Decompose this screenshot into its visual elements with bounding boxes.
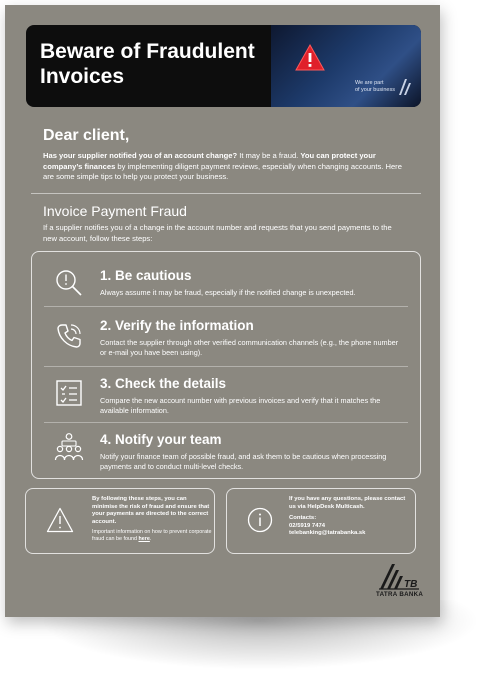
greeting: Dear client, — [43, 127, 130, 144]
step-title: 3. Check the details — [100, 376, 227, 391]
warning-box — [25, 488, 215, 554]
intro-text-2: by implementing diligent payment reviews, especially when changing accounts. Here are some simple tips to help you protect your business. — [43, 161, 402, 181]
intro-text-1: It may be a fraud. — [237, 151, 301, 160]
contacts-label: Contacts: — [289, 515, 317, 522]
banner-tagline — [355, 80, 395, 94]
warning-box-text — [92, 496, 212, 543]
header-banner — [26, 25, 421, 107]
step-text: Contact the supplier through other verified communication channels (e.g., the phone number or e-mail you have been using). — [100, 338, 399, 357]
warning-triangle-icon — [295, 43, 325, 73]
tatra-banka-mark-icon — [378, 562, 420, 590]
bank-mark-icon — [397, 77, 413, 97]
divider — [31, 193, 421, 194]
section-title: Invoice Payment Fraud — [43, 203, 187, 219]
contact-phone[interactable]: 02/5919 7474 — [289, 522, 326, 529]
magnifier-alert-icon — [54, 268, 84, 298]
step-text: Always assume it may be fraud, especially if the notified change is unexpected. — [100, 288, 356, 297]
flyer-page — [5, 5, 440, 617]
phone-icon — [54, 321, 84, 351]
info-circle-icon — [247, 507, 273, 533]
checklist-icon — [54, 378, 84, 408]
step-divider — [44, 366, 408, 367]
intro-question: Has your supplier notified you of an account change? — [43, 151, 238, 160]
banner-photo — [271, 25, 421, 107]
step-divider — [44, 306, 408, 307]
tagline-line-1: We are part — [354, 80, 384, 86]
warning-note-end: . — [149, 536, 152, 543]
contact-email[interactable]: telebanking@tatrabanka.sk — [289, 530, 366, 537]
tatra-banka-logo — [376, 562, 422, 598]
warning-note-text: Important information on how to prevent corporate fraud can be found — [92, 529, 212, 543]
intro-paragraph — [43, 151, 403, 183]
steps-panel — [31, 251, 421, 479]
step-title: 4. Notify your team — [100, 432, 222, 447]
team-icon — [54, 432, 84, 462]
step-title: 1. Be cautious — [100, 268, 192, 283]
banner-title: Beware of Fraudulent Invoices — [40, 40, 255, 88]
step-title: 2. Verify the information — [100, 318, 254, 333]
intro-bold-2: You can protect your company’s finances — [43, 151, 376, 171]
logo-initials: TB — [404, 579, 418, 590]
step-divider — [44, 422, 408, 423]
warning-outline-icon — [46, 507, 74, 533]
section-intro: If a supplier notifies you of a change in the account number and requests that you send payments to the new account, follow these steps: — [43, 223, 392, 243]
prevention-info-link[interactable]: here — [138, 536, 150, 543]
info-box-main: If you have any questions, please contact us via HelpDesk Multicash. — [289, 496, 406, 510]
info-box — [226, 488, 416, 554]
logo-bank-name: TATRA BANKA — [376, 591, 424, 598]
step-text: Compare the new account number with previous invoices and verify that it matches the available information. — [100, 396, 381, 415]
info-box-text — [289, 496, 409, 538]
warning-box-main: By following these steps, you can minimise the risk of fraud and ensure that your payments are directed to the correct account. — [92, 496, 210, 525]
warning-box-note — [92, 529, 212, 543]
tagline-line-2: of your business — [354, 87, 395, 93]
step-text: Notify your finance team of possible fraud, and ask them to be cautious when processing payments and to conduct multi-level checks. — [100, 452, 387, 471]
